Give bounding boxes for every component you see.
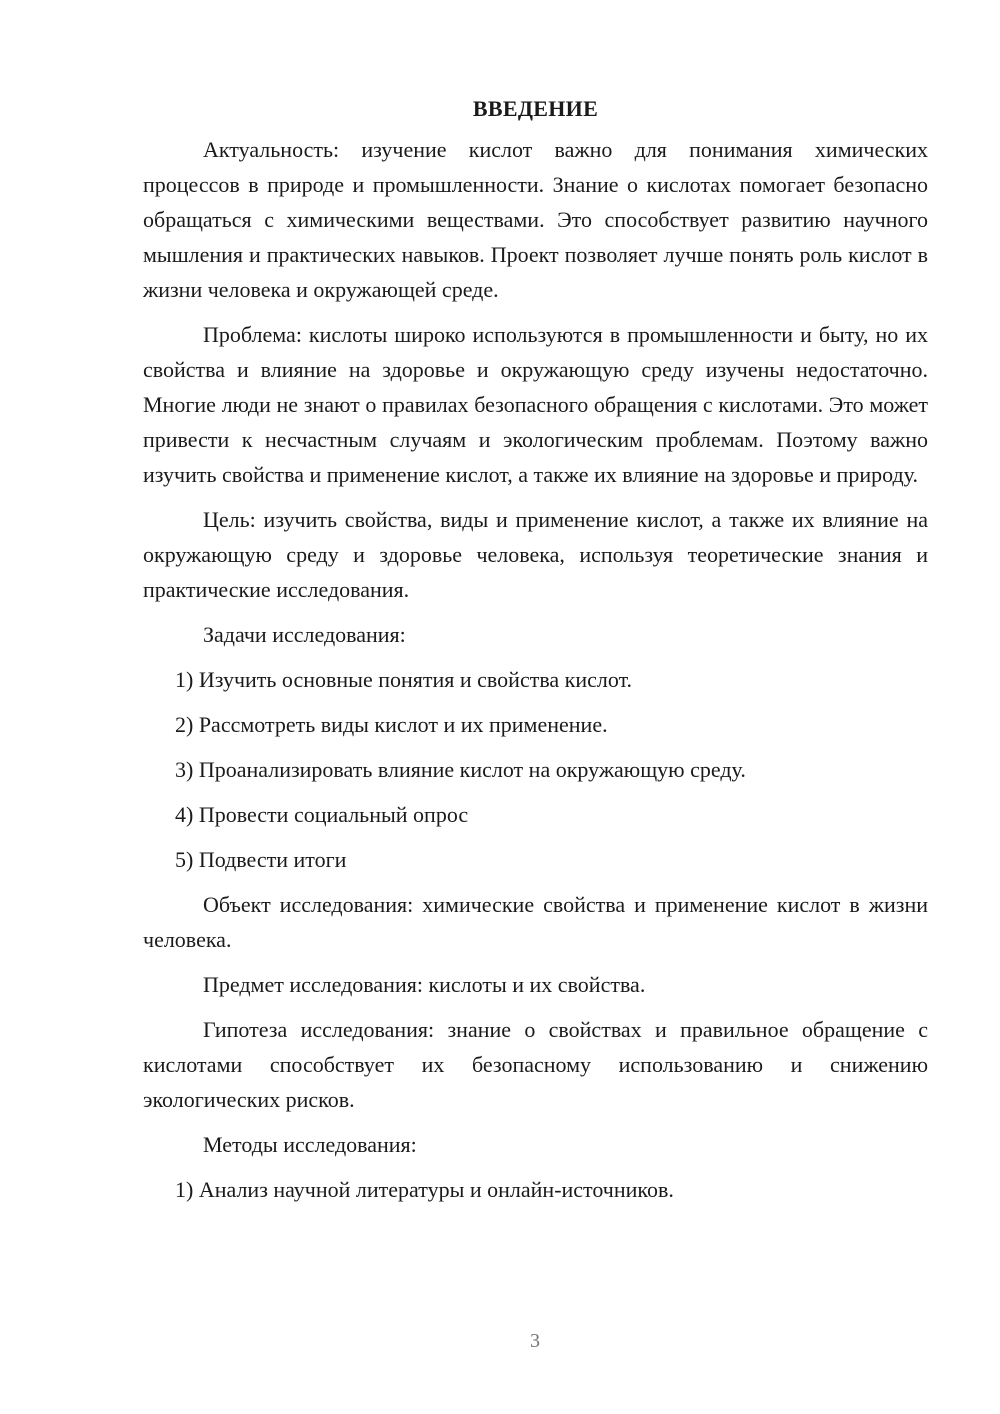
method-item-1: 1) Анализ научной литературы и онлайн-источников. [175,1177,674,1202]
object-paragraph: Объект исследования: химические свойства и применение кислот в жизни человека. [143,892,928,952]
task-item-2: 2) Рассмотреть виды кислот и их применение. [175,712,608,737]
document-page [143,92,928,1217]
problem-paragraph: Проблема: кислоты широко используются в промышленности и быту, но их свойства и влияние на здоровье и окружающую среду изучены недостаточно. Многие люди не знают о правилах безопасного обращения с кислотами. Это может привести к несчастным случаям и экологическим проблемам. Поэтому важно изучить свойства и применение кислот, а также их влияние на здоровье и природу. [143,322,928,487]
subject-paragraph: Предмет исследования: кислоты и их свойства. [203,972,646,997]
section-heading: ВВЕДЕНИЕ [472,96,599,121]
task-item-3: 3) Проанализировать влияние кислот на окружающую среду. [175,757,746,782]
task-item-1: 1) Изучить основные понятия и свойства кислот. [175,667,633,692]
task-item-4: 4) Провести социальный опрос [175,802,469,827]
task-item-5: 5) Подвести итоги [175,847,347,872]
tasks-label: Задачи исследования: [203,622,406,647]
methods-label: Методы исследования: [203,1132,417,1157]
page-number: 3 [530,1330,540,1352]
goal-paragraph: Цель: изучить свойства, виды и применение кислот, а также их влияние на окружающую среду и здоровье человека, используя теоретические знания и практические исследования. [143,507,928,602]
relevance-paragraph: Актуальность: изучение кислот важно для понимания химических процессов в природе и промышленности. Знание о кислотах помогает безопасно обращаться с химическими веществами. Это способствует развитию научного мышления и практических навыков. Проект позволяет лучше понять роль кислот в жизни человека и окружающей среде. [143,137,928,302]
hypothesis-paragraph: Гипотеза исследования: знание о свойствах и правильное обращение с кислотами способствует их безопасному использованию и снижению экологических рисков. [143,1017,928,1112]
